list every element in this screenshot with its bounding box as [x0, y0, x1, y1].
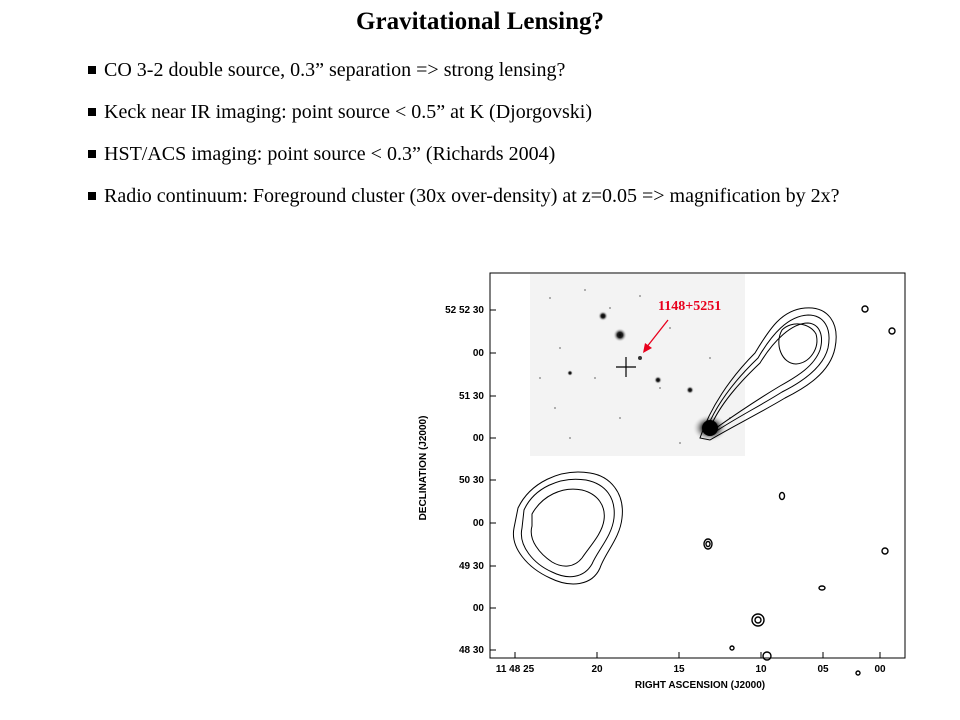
bullet-item	[78, 142, 878, 166]
square-bullet-icon	[88, 66, 96, 74]
square-bullet-icon	[88, 108, 96, 116]
y-tick-label: 49 30	[458, 561, 484, 572]
y-axis-title: DECLINATION (J2000)	[418, 415, 429, 521]
bullet-item	[78, 58, 878, 82]
y-tick-label: 52 52 30	[445, 305, 484, 316]
y-tick-label: 00	[472, 603, 484, 614]
y-tick-label: 00	[472, 518, 484, 529]
y-tick-label: 51 30	[458, 391, 484, 402]
bullet-text: Keck near IR imaging: point source < 0.5” at K (Djorgovski)	[104, 101, 593, 123]
x-tick-label: 10	[755, 664, 767, 675]
bullet-text: HST/ACS imaging: point source < 0.3” (Richards 2004)	[104, 143, 556, 165]
y-tick-label: 00	[472, 348, 484, 359]
square-bullet-icon	[88, 192, 96, 200]
x-tick-label: 15	[673, 664, 685, 675]
x-tick-label: 00	[874, 664, 886, 675]
y-tick-label: 50 30	[458, 475, 484, 486]
x-tick-label: 05	[817, 664, 829, 675]
source-label: 1148+5251	[658, 299, 722, 314]
bullet-list	[78, 58, 878, 226]
bullet-text: Radio continuum: Foreground cluster (30x over-density) at z=0.05 => magnification by 2x?	[104, 185, 840, 207]
bullet-text: CO 3-2 double source, 0.3” separation => strong lensing?	[104, 59, 566, 81]
x-tick-label: 20	[591, 664, 603, 675]
x-tick-label: 11 48 25	[495, 664, 535, 675]
contour-plot	[410, 268, 910, 698]
radio-contour-figure	[410, 268, 910, 698]
bullet-item	[78, 100, 878, 124]
bullet-item	[78, 184, 878, 208]
square-bullet-icon	[88, 150, 96, 158]
slide-title: Gravitational Lensing?	[356, 8, 604, 35]
x-axis-title: RIGHT ASCENSION (J2000)	[634, 680, 766, 691]
y-tick-label: 48 30	[458, 645, 484, 656]
y-tick-label: 00	[472, 433, 484, 444]
